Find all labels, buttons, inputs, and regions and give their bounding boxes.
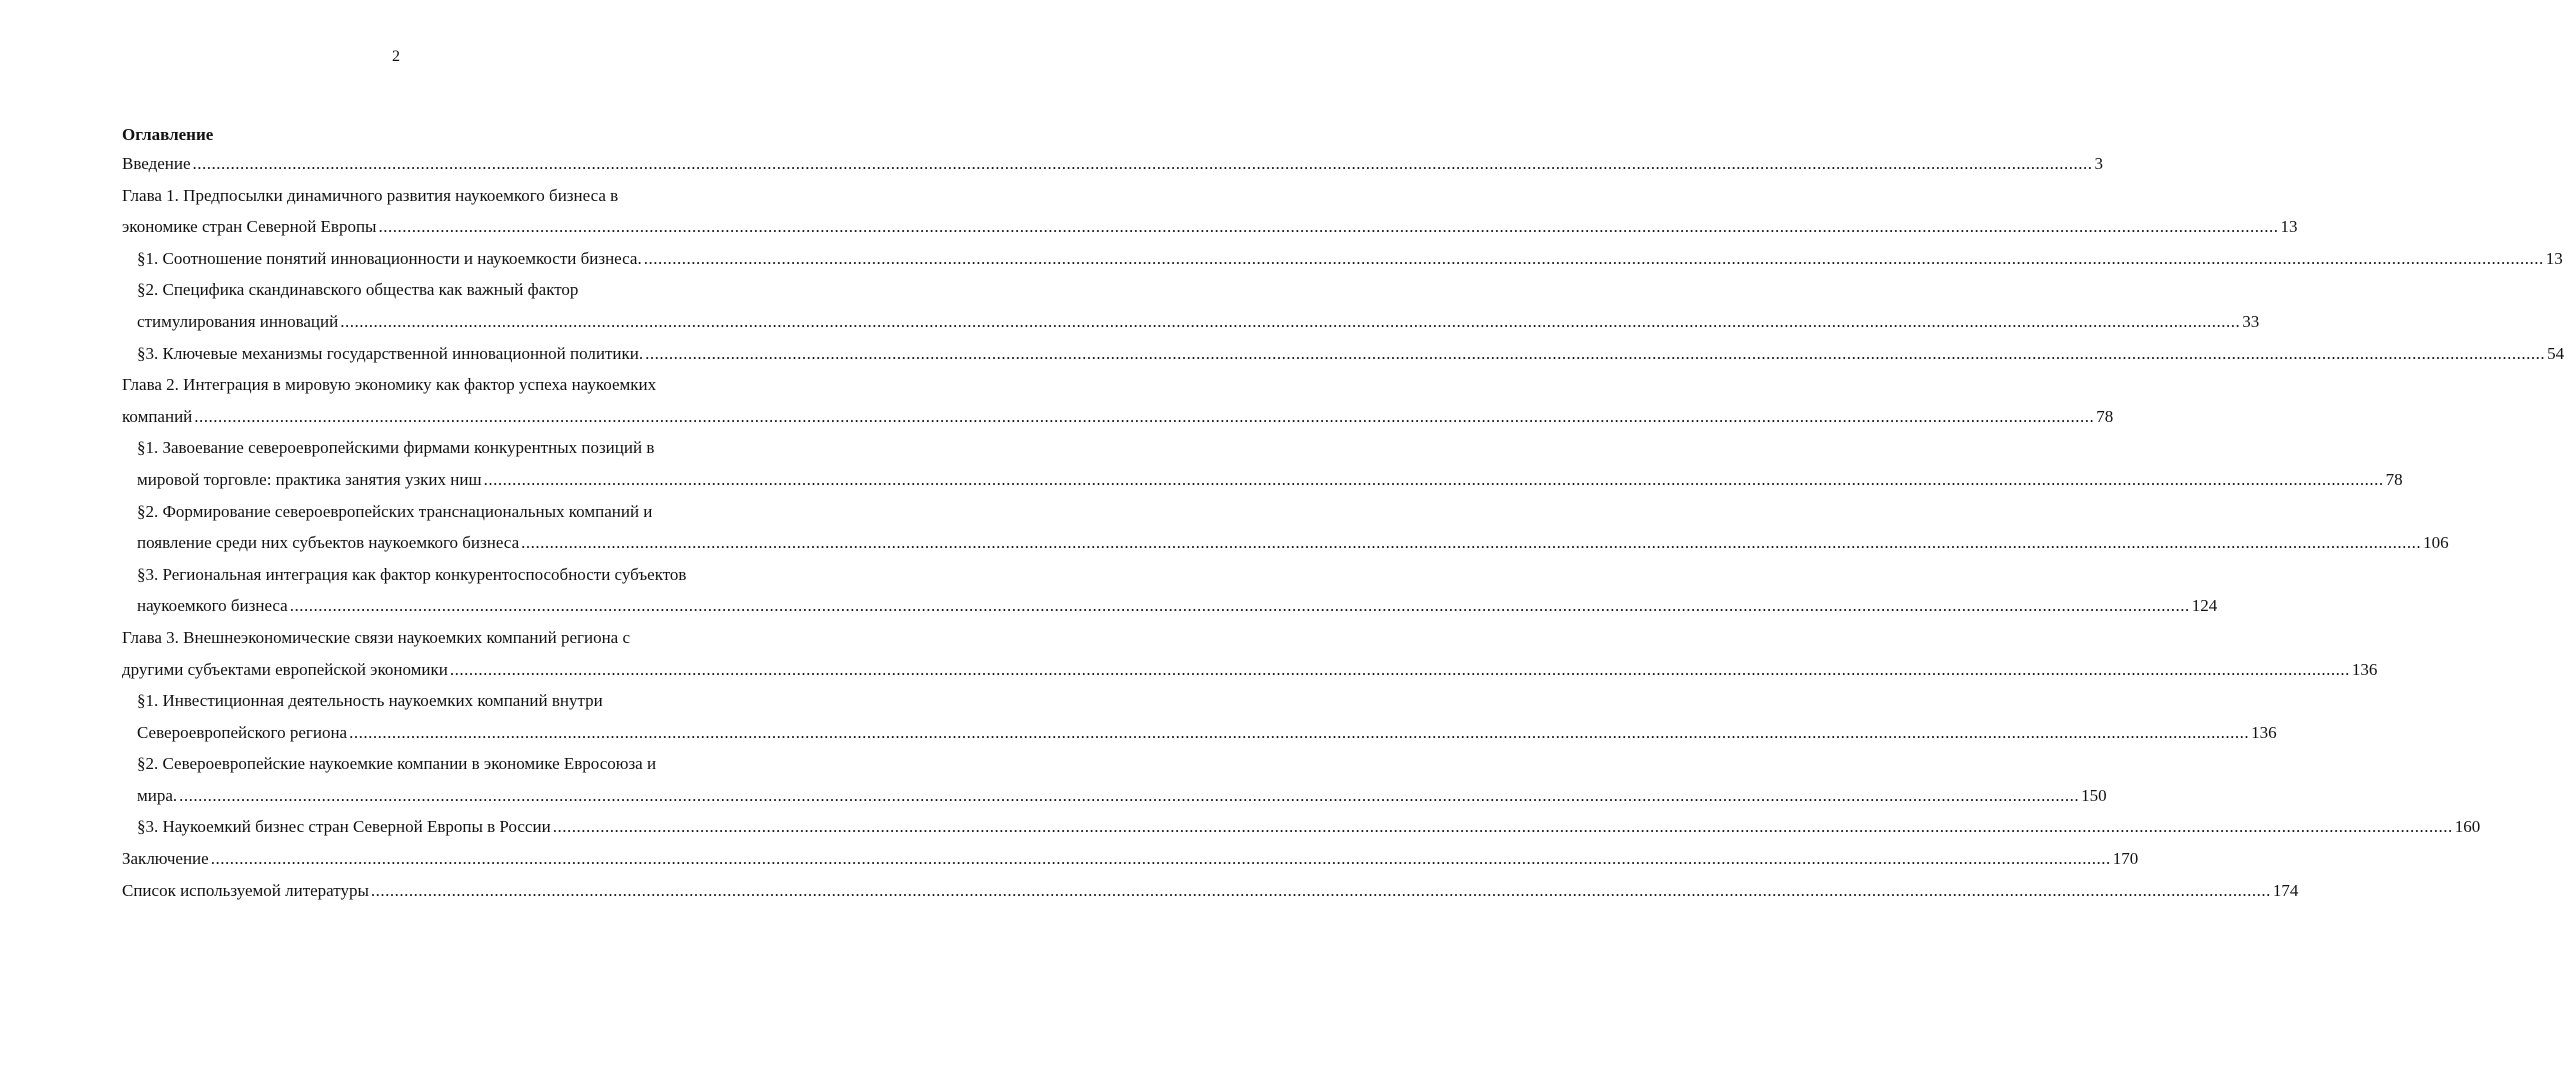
toc-entry-title: §3. Ключевые механизмы государственной инновационной политики. [137,343,644,363]
toc-entry-page-number: 124 [2191,596,2218,616]
toc-entry-title-line: §1. Инвестиционная деятельность наукоемких компаний внутри [137,691,603,711]
toc-entry[interactable] [122,622,2378,685]
toc-entry[interactable] [122,180,2298,243]
toc-entry-last-line [137,717,2277,749]
toc-entry-title: Список используемой литературы [122,880,369,900]
toc-entry-last-line [137,306,2260,338]
toc-entry[interactable] [122,338,2564,370]
dot-leader: ................................................................................................................................................................................................................................................................................................................................................................................................................ [378,217,2279,237]
toc-entry-last-line [122,211,2298,243]
page-number: 2 [392,48,400,65]
dot-leader: ................................................................................................................................................................................................................................................................................................................................................................................................................ [179,785,2080,805]
toc-entry-page-number: 13 [2280,217,2298,237]
toc-entry-last-line [137,590,2218,622]
toc-entry[interactable] [122,685,2277,748]
toc-entry-title: Введение [122,154,191,173]
toc-entry-title: появление среди них субъектов наукоемкого бизнеса [137,533,520,553]
toc-entry-title: Заключение [122,849,209,869]
toc-entry-title-line: Глава 1. Предпосылки динамичного развития наукоемкого бизнеса в [122,185,619,205]
toc-entry-last-line [122,843,2139,875]
toc-entry-title: компаний [122,406,193,426]
dot-leader: ................................................................................................................................................................................................................................................................................................................................................................................................................ [210,849,2111,869]
dot-leader: ................................................................................................................................................................................................................................................................................................................................................................................................................ [340,311,2241,331]
toc-entry-title: другими субъектами европейской экономики [122,659,448,679]
toc-entry-title: наукоемкого бизнеса [137,596,288,616]
toc-entry-title-line: §2. Североевропейские наукоемкие компании в экономике Евросоюза и [137,754,657,774]
dot-leader: ................................................................................................................................................................................................................................................................................................................................................................................................................ [552,817,2453,837]
toc-entry-last-line [122,401,2114,433]
toc-entry[interactable] [122,843,2139,875]
toc-entry-title: мировой торговле: практика занятия узких ниш [137,469,482,489]
dot-leader: ................................................................................................................................................................................................................................................................................................................................................................................................................ [349,722,2250,742]
dot-leader: ................................................................................................................................................................................................................................................................................................................................................................................................................ [643,248,2544,268]
dot-leader: ................................................................................................................................................................................................................................................................................................................................................................................................................ [483,469,2384,489]
dot-leader: ................................................................................................................................................................................................................................................................................................................................................................................................................ [449,659,2350,679]
toc-entry-title-line: §2. Формирование североевропейских транснациональных компаний и [137,501,653,521]
dot-leader: ................................................................................................................................................................................................................................................................................................................................................................................................................ [645,343,2546,363]
toc-entry-page-number: 150 [2081,785,2107,805]
toc-entry-title: §3. Наукоемкий бизнес стран Северной Европы в России [137,817,551,837]
toc-entry-title: мира. [137,785,178,805]
dot-leader: ................................................................................................................................................................................................................................................................................................................................................................................................................ [192,154,2093,173]
toc-entry[interactable] [122,875,2299,907]
dot-leader: ................................................................................................................................................................................................................................................................................................................................................................................................................ [194,406,2095,426]
toc-list [122,148,2564,906]
toc-entry-page-number: 170 [2112,849,2139,869]
toc-entry-page-number: 54 [2547,343,2564,363]
toc-entry-last-line [122,875,2299,907]
toc-entry-last-line [137,811,2481,843]
toc-entry-page-number: 13 [2545,248,2563,268]
toc-entry-last-line [137,527,2449,559]
toc-entry[interactable] [122,559,2218,622]
toc-entry-last-line [122,148,2104,180]
toc-entry[interactable] [122,148,2104,180]
toc-entry[interactable] [122,274,2260,337]
toc-entry[interactable] [122,369,2114,432]
toc-entry-title-line: §1. Завоевание североевропейскими фирмами конкурентных позиций в [137,438,655,458]
toc-entry-title-line: Глава 3. Внешнеэкономические связи наукоемких компаний региона с [122,627,631,647]
toc-entry[interactable] [122,243,2563,275]
toc-entry-title-line: §2. Специфика скандинавского общества как важный фактор [137,280,579,300]
toc-entry-page-number: 160 [2454,817,2481,837]
dot-leader: ................................................................................................................................................................................................................................................................................................................................................................................................................ [370,880,2271,900]
toc-entry-title: стимулирования инноваций [137,311,339,331]
toc-entry[interactable] [122,496,2449,559]
toc-entry[interactable] [122,748,2107,811]
toc-entry-title-line: Глава 2. Интеграция в мировую экономику как фактор успеха наукоемких [122,375,657,395]
toc-entry-last-line [122,654,2378,686]
toc-heading: Оглавление [122,125,214,144]
toc-entry-page-number: 33 [2242,311,2260,331]
toc-entry-page-number: 78 [2385,469,2403,489]
toc-entry[interactable] [122,432,2403,495]
dot-leader: ................................................................................................................................................................................................................................................................................................................................................................................................................ [289,596,2190,616]
toc-entry-last-line [137,464,2403,496]
toc-entry-title: §1. Соотношение понятий инновационности и наукоемкости бизнеса. [137,248,642,268]
toc-entry-page-number: 78 [2096,406,2114,426]
dot-leader: ................................................................................................................................................................................................................................................................................................................................................................................................................ [521,533,2422,553]
toc-entry[interactable] [122,811,2481,843]
toc-entry-page-number: 174 [2272,880,2299,900]
toc-entry-last-line [137,780,2107,812]
toc-entry-page-number: 106 [2423,533,2449,553]
toc-entry-page-number: 3 [2094,154,2104,173]
toc-entry-last-line [137,243,2563,275]
toc-entry-page-number: 136 [2351,659,2378,679]
toc-entry-last-line [137,338,2564,370]
toc-entry-page-number: 136 [2251,722,2277,742]
table-of-contents [122,124,2564,906]
toc-entry-title: Североевропейского региона [137,722,348,742]
toc-entry-title: экономике стран Северной Европы [122,217,377,237]
toc-entry-title-line: §3. Региональная интеграция как фактор конкурентоспособности субъектов [137,564,687,584]
